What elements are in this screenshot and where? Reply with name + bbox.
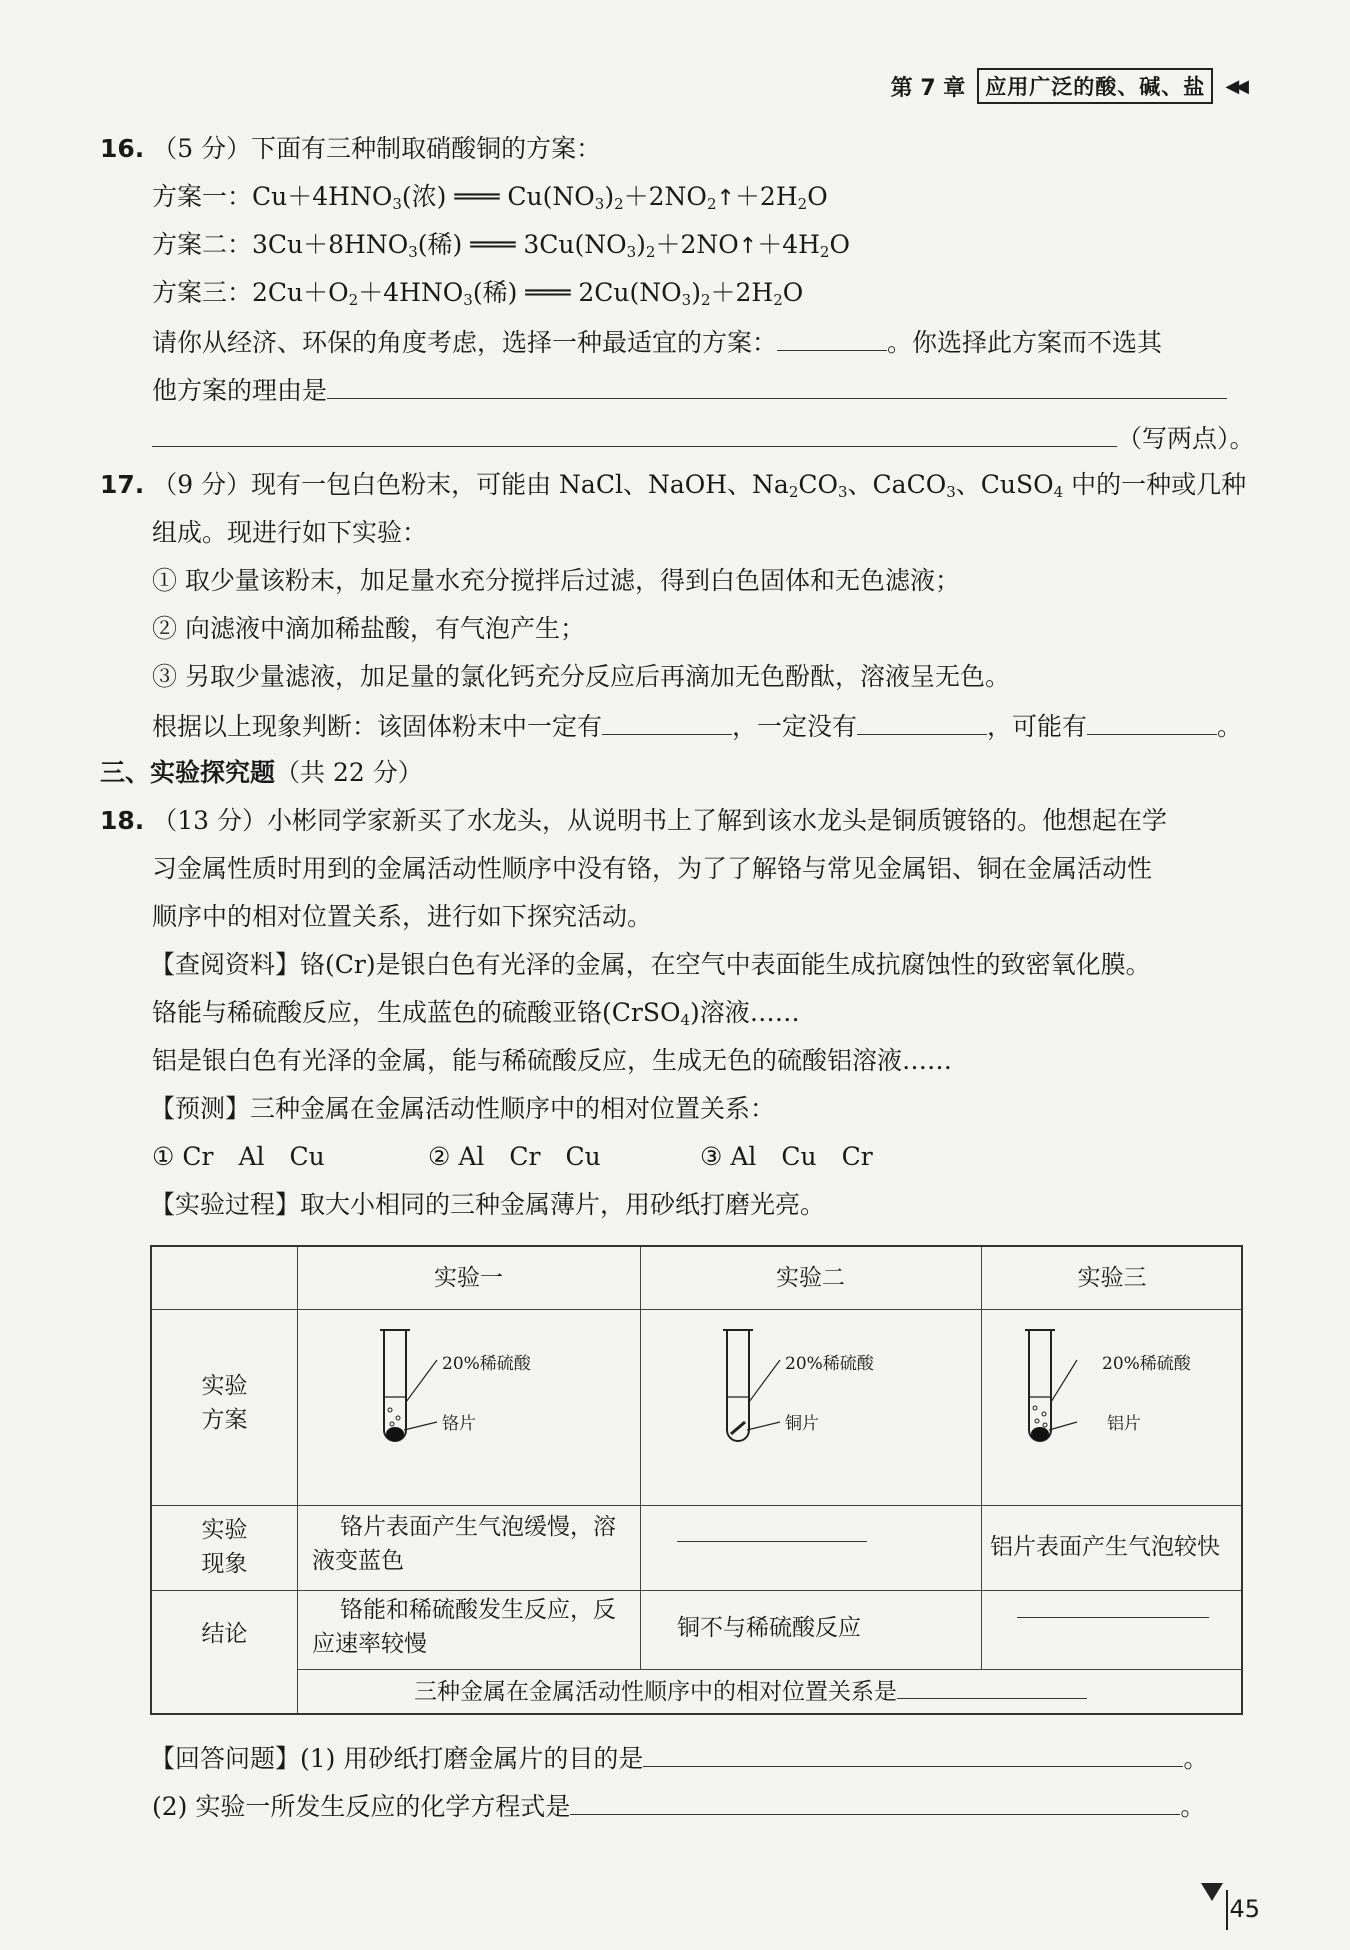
double-arrow-icon: ◀◀ [1225,75,1245,97]
metal-label-aluminum: 铝片 [1107,1414,1141,1434]
conclusion-exp2: 铜不与稀硫酸反应 [677,1615,861,1641]
col-header-exp3: 实验三 [1077,1265,1147,1291]
q17-stem2: 组成。现进行如下实验： [152,518,428,547]
q16-stem: 16. （5 分）下面有三种制取硝酸铜的方案： [100,134,602,163]
q16-blank-plan[interactable] [777,324,887,351]
observation-exp1: 铬片表面产生气泡缓慢，溶 液变蓝色 [312,1514,616,1574]
q17-blank-not[interactable] [857,708,987,735]
page-marker-icon [1201,1883,1223,1901]
q18-l7: 【预测】三种金属在金属活动性顺序中的相对位置关系： [150,1094,776,1123]
answer-q1-blank[interactable] [643,1740,1183,1767]
chapter-number: 第 7 章 [890,75,966,101]
answer-q2: (2) 实验一所发生反应的化学方程式是 。 [152,1788,1205,1824]
prediction-2: ② Al Cr Cu [428,1142,601,1171]
acid-label-1: 20%稀硫酸 [442,1354,531,1374]
q17-step2: ② 向滤液中滴加稀盐酸，有气泡产生； [152,614,585,643]
conclusion-exp3-blank[interactable] [1017,1615,1209,1618]
q16-reason: 他方案的理由是 [152,372,1227,408]
metal-label-chromium: 铬片 [442,1414,476,1434]
q16-blank-reason1[interactable] [327,372,1227,399]
q16-reason2: （写两点）。 [152,420,1255,456]
q16-plan3: 方案三：$2Cu+O_2+4HNO_3$(稀) ═══ $2Cu(NO_3)_2+2H_2O$ [152,278,804,309]
prediction-1: ① Cr Al Cu [152,1142,325,1171]
q18-l6: 铝是银白色有光泽的金属，能与稀硫酸反应，生成无色的硫酸铝溶液…… [152,1046,953,1075]
q18-l5: 铬能与稀硫酸反应，生成蓝色的硫酸亚铬(CrSO$_4$)溶液…… [152,998,800,1029]
q18-l1: 18. （13 分）小彬同学家新买了水龙头，从说明书上了解到该水龙头是铜质镀铬的。他想起在学 [100,806,1168,835]
conclusion-exp1: 铬能和稀硫酸发生反应，反 应速率较慢 [312,1597,616,1657]
q17-blank-must[interactable] [602,708,732,735]
q16-blank-reason2[interactable] [152,420,1117,447]
q16-plan1: 方案一：$Cu+4HNO_3$(浓) ═══ $Cu(NO_3)_2+2NO_2↑+2H_2O$ [152,182,828,213]
prediction-3: ③ Al Cu Cr [700,1142,873,1171]
col-header-exp1: 实验一 [434,1265,503,1291]
page-number: 45 [1229,1895,1260,1923]
q16-plan2: 方案二：$3Cu+8HNO_3$(稀) ═══ $3Cu(NO_3)_2+2NO↑+4H_2O$ [152,230,850,261]
final-conclusion-blank[interactable] [897,1674,1087,1699]
q17-step3: ③ 另取少量滤液，加足量的氯化钙充分反应后再滴加无色酚酞，溶液呈无色。 [152,662,1010,691]
experiment-table [150,1245,1243,1715]
row-label-plan: 实验 方案 [201,1373,248,1433]
page-marker-bar [1226,1890,1228,1930]
q18-l2: 习金属性质时用到的金属活动性顺序中没有铬，为了了解铬与常见金属铝、铜在金属活动性 [152,854,1153,883]
q17-conclusion: 根据以上现象判断：该固体粉末中一定有 ，一定没有 ，可能有 。 [152,708,1242,744]
final-conclusion: 三种金属在金属活动性顺序中的相对位置关系是 [414,1674,1087,1709]
q16-ask: 请你从经济、环保的角度考虑，选择一种最适宜的方案： 。你选择此方案而不选其 [152,324,1162,360]
q17-step1: ① 取少量该粉末，加足量水充分搅拌后过滤，得到白色固体和无色滤液； [152,566,960,595]
acid-label-3: 20%稀硫酸 [1102,1354,1191,1374]
col-header-exp2: 实验二 [776,1265,845,1291]
answer-q2-blank[interactable] [570,1788,1180,1815]
chapter-header [891,68,1245,104]
row-label-observation: 实验 现象 [201,1517,248,1577]
row-label-conclusion: 结论 [201,1621,248,1647]
acid-label-2: 20%稀硫酸 [785,1354,874,1374]
q18-l3: 顺序中的相对位置关系，进行如下探究活动。 [152,902,653,931]
q17-stem: 17. （9 分）现有一包白色粉末，可能由 NaCl、NaOH、$Na_2CO_3$、CaCO$_3$、CuSO$_4$ 中的一种或几种 [100,470,1247,501]
section3-title: 三、实验探究题（共 22 分） [100,758,423,787]
q18-l4: 【查阅资料】铬(Cr)是银白色有光泽的金属，在空气中表面能生成抗腐蚀性的致密氧化膜。 [150,950,1151,979]
observation-exp2-blank[interactable] [677,1539,867,1542]
metal-label-copper: 铜片 [785,1414,819,1434]
observation-exp3: 铝片表面产生气泡较快 [990,1534,1220,1560]
q18-l8: 【实验过程】取大小相同的三种金属薄片，用砂纸打磨光亮。 [150,1190,826,1219]
chapter-title: 应用广泛的酸、碱、盐 [977,68,1213,104]
q17-blank-maybe[interactable] [1087,708,1217,735]
answer-q1: 【回答问题】(1) 用砂纸打磨金属片的目的是 。 [150,1740,1208,1776]
